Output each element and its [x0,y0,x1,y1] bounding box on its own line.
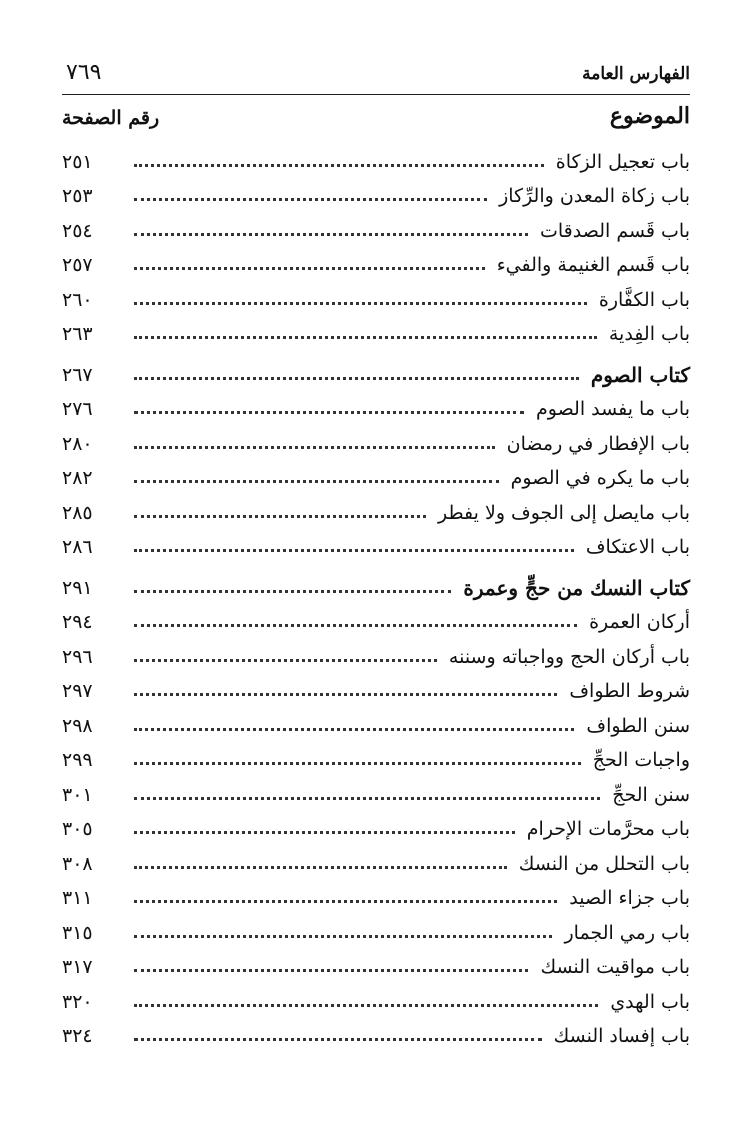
dot-leader [134,969,528,972]
toc-entry-page: ٣٢٠ [62,990,93,1013]
toc-entry [62,980,690,1015]
toc-entry-title: أركان العمرة [589,611,690,633]
toc-entry [62,422,690,457]
table-of-contents [62,140,690,1049]
dot-leader [134,198,487,201]
dot-leader [134,762,581,765]
toc-entry-title: باب الفِدية [608,323,690,345]
toc-entry-page: ٢٩٨ [62,714,93,737]
toc-entry-page: ٣١١ [62,887,93,909]
toc-entry-title: باب جزاء الصيد [569,887,690,909]
toc-entry-title: باب ما يفسد الصوم [536,398,690,420]
toc-entry [62,773,690,808]
toc-entry [62,457,690,492]
dot-leader [134,336,597,339]
toc-entry-page: ٢٥٣ [62,185,93,207]
toc-entry-page: ٢٥٧ [62,254,93,276]
toc-entry-title: شروط الطواف [569,680,690,702]
toc-entry-page: ٢٧٦ [62,398,93,420]
toc-entry [62,601,690,636]
toc-entry [62,244,690,279]
dot-leader [134,480,499,483]
dot-leader [134,935,552,938]
toc-entry-page: ٢٥١ [62,150,93,173]
dot-leader [134,659,437,662]
toc-chapter-entry [62,566,690,601]
toc-entry [62,209,690,244]
toc-entry-title: باب مايصل إلى الجوف ولا يفطر [437,501,690,524]
page-column-heading: رقم الصفحة [62,107,160,129]
toc-entry [62,670,690,705]
dot-leader [134,233,528,236]
toc-entry-title: باب التحلل من النسك [518,852,690,875]
toc-entry-title: سنن الحجِّ [612,783,690,806]
toc-entry [62,739,690,774]
toc-entry-page: ٢٨٠ [62,432,93,455]
dot-leader [134,549,574,552]
toc-entry-page: ٢٨٥ [62,501,93,524]
toc-entry-page: ٢٩٤ [62,611,93,633]
toc-entry-title: واجبات الحجِّ [592,749,690,771]
toc-entry-page: ٣١٥ [62,921,93,944]
toc-chapter-entry [62,353,690,388]
toc-entry-page: ٢٨٢ [62,467,93,489]
toc-entry-title: باب قَسم الغنيمة والفيء [496,254,690,276]
running-header [62,60,690,95]
toc-entry [62,877,690,912]
dot-leader [134,590,451,593]
page-number: ٧٦٩ [66,60,102,85]
toc-entry [62,388,690,423]
toc-entry-page: ٣٠٥ [62,818,93,840]
running-title: الفهارس العامة [582,64,690,84]
toc-entry-page: ٢٥٤ [62,219,93,242]
topic-column-heading: الموضوع [609,103,690,129]
dot-leader [134,693,557,696]
toc-entry [62,491,690,526]
toc-entry-title: باب قَسم الصدقات [540,219,690,242]
toc-entry-title: باب محرَّمات الإحرام [526,818,690,840]
dot-leader [134,797,600,800]
toc-entry-page: ٢٦٣ [62,323,93,345]
toc-entry [62,140,690,175]
toc-entry-page: ٣٠٨ [62,852,93,875]
dot-leader [134,831,515,834]
toc-entry-title: باب إفساد النسك [553,1025,690,1047]
toc-entry-title: باب تعجيل الزكاة [555,150,690,173]
dot-leader [134,1038,542,1041]
toc-entry-title: باب مواقيت النسك [540,956,690,978]
toc-entry [62,175,690,210]
toc-entry [62,808,690,843]
toc-entry-page: ٣٠١ [62,783,93,806]
toc-entry-title: كتاب النسك من حجٍّ وعمرة [463,575,690,600]
toc-entry-title: باب الهدي [610,990,690,1013]
toc-entry [62,526,690,561]
toc-entry-page: ٢٩٦ [62,645,93,668]
toc-entry-title: باب ما يكره في الصوم [510,467,690,489]
dot-leader [134,900,557,903]
toc-entry-title: باب الكفَّارة [598,288,690,311]
toc-entry [62,635,690,670]
dot-leader [134,267,485,270]
toc-entry-page: ٣١٧ [62,956,93,978]
toc-entry-title: باب الاعتكاف [585,536,690,558]
toc-entry-page: ٢٩١ [62,576,93,599]
toc-entry-title: سنن الطواف [586,714,690,737]
dot-leader [134,446,495,449]
toc-entry-page: ٣٢٤ [62,1025,93,1047]
toc-entry-title: باب زكاة المعدن والرِّكاز [499,185,690,207]
toc-entry-page: ٢٨٦ [62,536,93,558]
dot-leader [134,411,524,414]
toc-entry [62,278,690,313]
toc-entry [62,946,690,981]
column-headings [62,103,690,139]
dot-leader [134,302,587,305]
toc-entry-page: ٢٦٧ [62,363,93,386]
dot-leader [134,624,577,627]
toc-entry [62,704,690,739]
dot-leader [134,1004,598,1007]
toc-entry-title: باب رمي الجمار [564,921,690,944]
dot-leader [134,866,507,869]
toc-entry [62,911,690,946]
dot-leader [134,728,574,731]
dot-leader [134,515,426,518]
toc-entry-page: ٢٩٧ [62,680,93,702]
toc-entry-title: باب الإفطار في رمضان [506,432,690,455]
toc-entry [62,1015,690,1050]
toc-entry-title: باب أركان الحج وواجباته وسننه [448,645,690,668]
toc-entry-page: ٢٦٠ [62,288,93,311]
toc-entry [62,842,690,877]
toc-entry [62,313,690,348]
dot-leader [134,164,544,167]
toc-entry-title: كتاب الصوم [590,362,690,387]
toc-entry-page: ٢٩٩ [62,749,93,771]
dot-leader [134,377,579,380]
